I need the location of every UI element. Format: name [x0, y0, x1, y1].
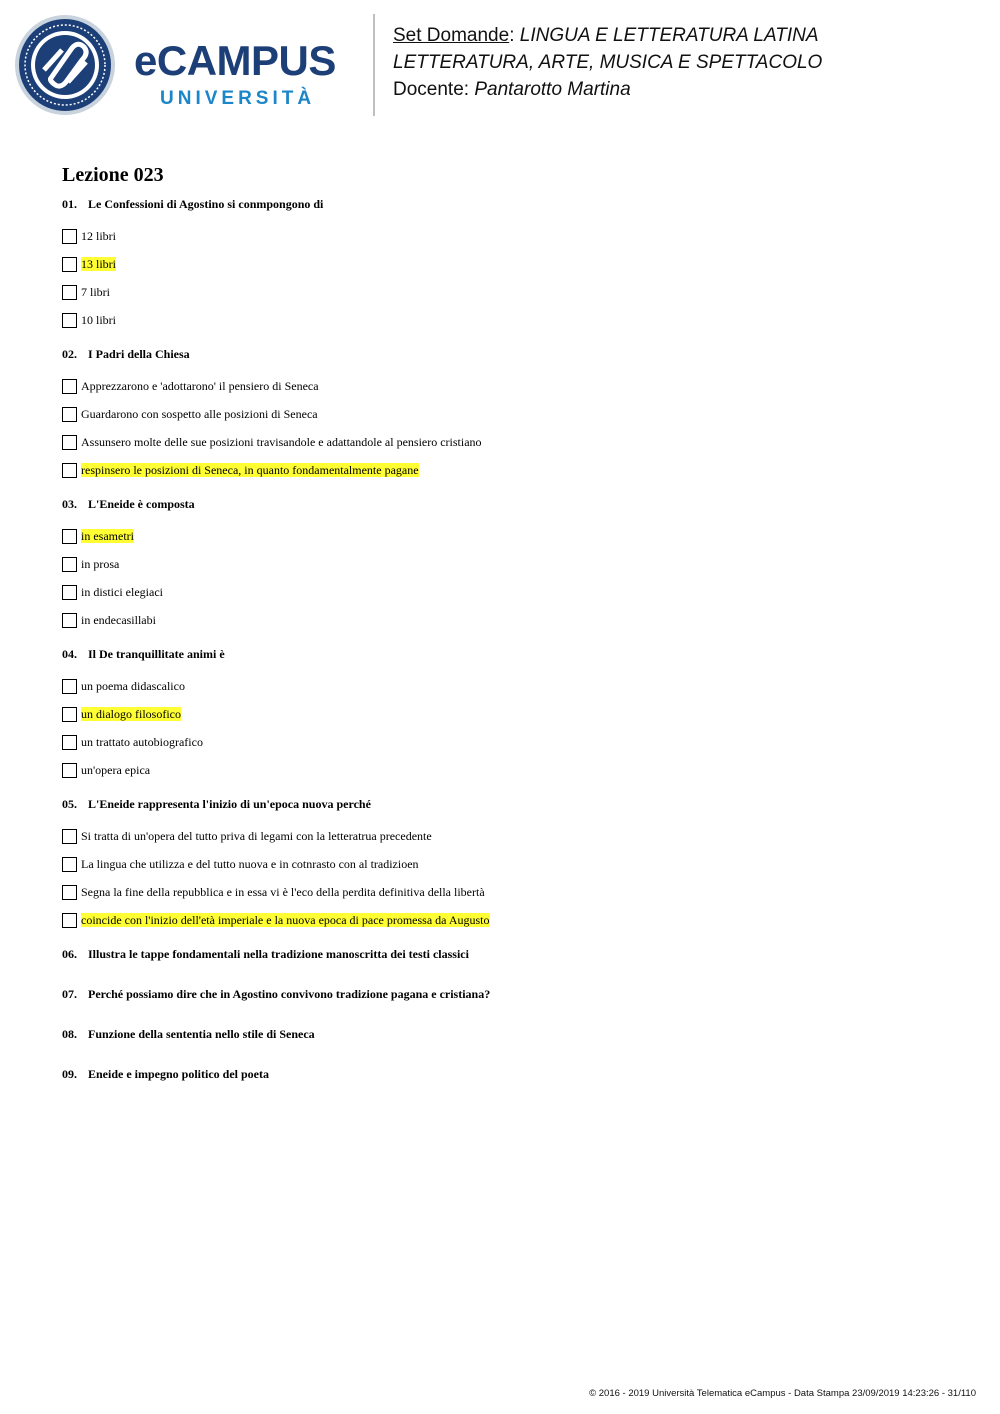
answer-option[interactable] — [62, 522, 962, 550]
answer-text: Si tratta di un'opera del tutto priva di legami con la letteratrua precedente — [81, 829, 432, 843]
answer-text: in esametri — [81, 529, 134, 543]
answer-text: Segna la fine della repubblica e in essa vi è l'eco della perdita definitiva della libertà — [81, 885, 485, 899]
question-1 — [62, 196, 962, 346]
answer-text: in distici elegiaci — [81, 585, 163, 599]
multiple-choice-questions — [62, 196, 962, 946]
open-question-7 — [62, 986, 962, 1002]
checkbox[interactable] — [62, 913, 77, 928]
answer-option[interactable] — [62, 400, 962, 428]
answer-text: 10 libri — [81, 313, 116, 327]
answer-option[interactable] — [62, 700, 962, 728]
question-number: 07. — [62, 987, 77, 1001]
question-number: 08. — [62, 1027, 77, 1041]
question-3 — [62, 496, 962, 646]
question-label: Perché possiamo dire che in Agostino convivono tradizione pagana e cristiana? — [88, 987, 491, 1001]
logo-wordmark: eCAMPUS — [134, 37, 336, 84]
question-spacer — [62, 334, 962, 346]
question-label: I Padri della Chiesa — [88, 347, 190, 361]
answer-text: un trattato autobiografico — [81, 735, 203, 749]
checkbox[interactable] — [62, 735, 77, 750]
question-spacer — [62, 484, 962, 496]
question-spacer — [62, 784, 962, 796]
question-text — [62, 646, 962, 662]
checkbox[interactable] — [62, 585, 77, 600]
teacher-value: Pantarotto Martina — [474, 79, 631, 100]
open-questions — [62, 946, 962, 1082]
questions-content — [62, 162, 962, 1106]
answer-option[interactable] — [62, 850, 962, 878]
question-label: Eneide e impegno politico del poeta — [88, 1067, 269, 1081]
checkbox[interactable] — [62, 529, 77, 544]
answer-option[interactable] — [62, 606, 962, 634]
teacher-line: Docente: Pantarotto Martina — [393, 79, 631, 100]
question-label: L'Eneide rappresenta l'inizio di un'epoca nuova perché — [88, 797, 371, 811]
checkbox[interactable] — [62, 463, 77, 478]
checkbox[interactable] — [62, 613, 77, 628]
checkbox[interactable] — [62, 229, 77, 244]
set-line: Set Domande: LINGUA E LETTERATURA LATINA — [393, 25, 819, 46]
answer-option[interactable] — [62, 372, 962, 400]
checkbox[interactable] — [62, 435, 77, 450]
answer-option[interactable] — [62, 428, 962, 456]
answer-text: in endecasillabi — [81, 613, 156, 627]
answer-text: Apprezzarono e 'adottarono' il pensiero di Seneca — [81, 379, 319, 393]
question-number: 02. — [62, 347, 77, 361]
checkbox[interactable] — [62, 885, 77, 900]
checkbox[interactable] — [62, 857, 77, 872]
question-text — [62, 346, 962, 362]
answer-text: 13 libri — [81, 257, 116, 271]
logo-subtitle: UNIVERSITÀ — [160, 88, 316, 109]
answer-option[interactable] — [62, 878, 962, 906]
question-5 — [62, 796, 962, 946]
answer-text: un poema didascalico — [81, 679, 185, 693]
answer-text: Guardarono con sospetto alle posizioni di Seneca — [81, 407, 318, 421]
question-label: Le Confessioni di Agostino si conmpongono di — [88, 197, 324, 211]
answer-option[interactable] — [62, 222, 962, 250]
checkbox[interactable] — [62, 829, 77, 844]
ecampus-logo — [134, 36, 360, 116]
header-info — [393, 22, 983, 103]
checkbox[interactable] — [62, 707, 77, 722]
open-question-9 — [62, 1066, 962, 1082]
answer-option[interactable] — [62, 906, 962, 934]
question-number: 04. — [62, 647, 77, 661]
question-number: 05. — [62, 797, 77, 811]
set-value-line2: LETTERATURA, ARTE, MUSICA E SPETTACOLO — [393, 52, 823, 73]
answer-text: coincide con l'inizio dell'età imperiale e la nuova epoca di pace promessa da Augusto — [81, 913, 490, 927]
answer-text: 12 libri — [81, 229, 116, 243]
open-question-8 — [62, 1026, 962, 1042]
checkbox[interactable] — [62, 763, 77, 778]
answer-text: 7 libri — [81, 285, 110, 299]
checkbox[interactable] — [62, 257, 77, 272]
question-number: 06. — [62, 947, 77, 961]
set-value: LINGUA E LETTERATURA LATINA — [519, 25, 819, 46]
answer-option[interactable] — [62, 756, 962, 784]
lesson-title: Lezione 023 — [62, 164, 164, 186]
question-2 — [62, 346, 962, 496]
answer-option[interactable] — [62, 672, 962, 700]
answer-text: un'opera epica — [81, 763, 151, 777]
checkbox[interactable] — [62, 313, 77, 328]
question-label: L'Eneide è composta — [88, 497, 195, 511]
open-question-6 — [62, 946, 962, 962]
question-text — [62, 496, 962, 512]
checkbox[interactable] — [62, 679, 77, 694]
answer-text: un dialogo filosofico — [81, 707, 181, 721]
header-divider — [373, 14, 375, 116]
question-label: Il De tranquillitate animi è — [88, 647, 225, 661]
teacher-label: Docente — [393, 79, 464, 100]
answer-text: in prosa — [81, 557, 120, 571]
answer-option[interactable] — [62, 578, 962, 606]
question-number: 01. — [62, 197, 77, 211]
question-spacer — [62, 634, 962, 646]
checkbox[interactable] — [62, 379, 77, 394]
answer-option[interactable] — [62, 822, 962, 850]
question-number: 03. — [62, 497, 77, 511]
question-text — [62, 796, 962, 812]
university-seal-icon — [14, 14, 116, 116]
page-header — [0, 0, 1000, 130]
page-footer: © 2016 - 2019 Università Telematica eCampus - Data Stampa 23/09/2019 14:23:26 - 31/110 — [589, 1388, 976, 1399]
answer-option[interactable] — [62, 728, 962, 756]
question-label: Illustra le tappe fondamentali nella tradizione manoscritta dei testi classici — [88, 947, 469, 961]
checkbox[interactable] — [62, 285, 77, 300]
checkbox[interactable] — [62, 407, 77, 422]
question-4 — [62, 646, 962, 796]
answer-option[interactable] — [62, 306, 962, 334]
question-label: Funzione della sententia nello stile di Seneca — [88, 1027, 315, 1041]
checkbox[interactable] — [62, 557, 77, 572]
answer-text: respinsero le posizioni di Seneca, in quanto fondamentalmente pagane — [81, 463, 419, 477]
answer-option[interactable] — [62, 456, 962, 484]
set-label: Set Domande — [393, 25, 510, 46]
answer-option[interactable] — [62, 550, 962, 578]
answer-option[interactable] — [62, 278, 962, 306]
question-text — [62, 196, 962, 212]
question-spacer — [62, 934, 962, 946]
answer-option[interactable] — [62, 250, 962, 278]
question-number: 09. — [62, 1067, 77, 1081]
answer-text: Assunsero molte delle sue posizioni travisandole e adattandole al pensiero cristiano — [81, 435, 482, 449]
answer-text: La lingua che utilizza e del tutto nuova e in cotnrasto con al tradizioen — [81, 857, 419, 871]
